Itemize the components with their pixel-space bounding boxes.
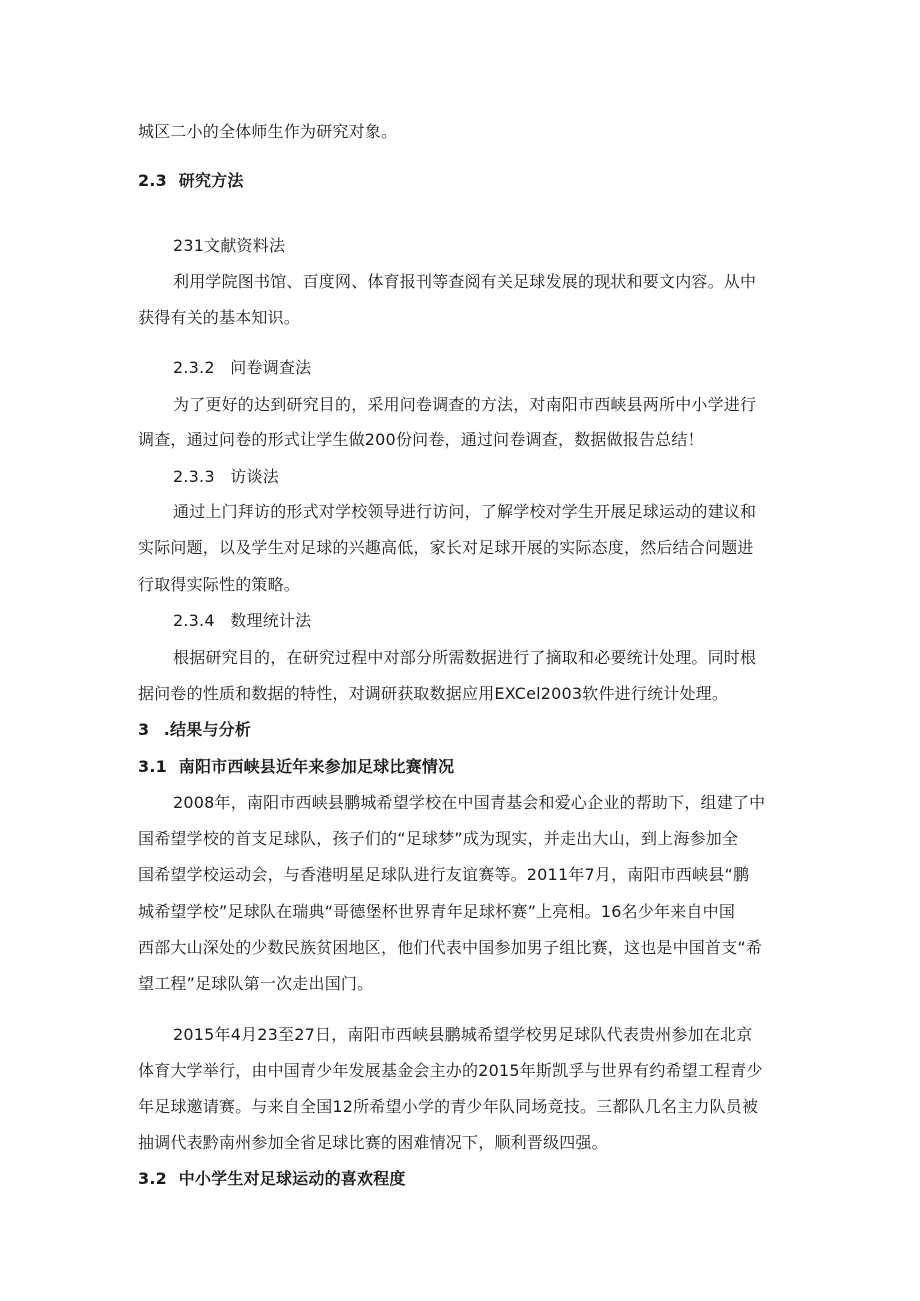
section-title: 访谈法 [230, 467, 279, 486]
section-number: 2.3.3 [173, 467, 215, 486]
paragraph-line: 2015年4月23至27日，南阳市西峡县鹏城希望学校男足球队代表贵州参加在北京 [173, 1025, 753, 1044]
subsection-heading-2-3-4 [173, 610, 311, 632]
paragraph-line: 行取得实际性的策略。 [138, 575, 301, 594]
section-heading-3 [138, 719, 251, 741]
paragraph-line: 望工程”足球队第一次走出国门。 [138, 974, 374, 993]
paragraph-line: 根据研究目的，在研究过程中对部分所需数据进行了摘取和必要统计处理。同时根 [173, 648, 757, 667]
section-title: 研究方法 [178, 171, 244, 190]
section-title: 数理统计法 [230, 611, 312, 630]
paragraph-line: 城区二小的全体师生作为研究对象。 [138, 122, 398, 141]
section-number: 3.2 [138, 1169, 167, 1188]
section-number: 3 [138, 720, 150, 739]
paragraph-line: 为了更好的达到研究目的，采用问卷调查的方法，对南阳市西峡县两所中小学进行 [173, 395, 757, 414]
paragraph-line: 体育大学举行，由中国青少年发展基金会主办的2015年斯凯孚与世界有约希望工程青少 [138, 1061, 763, 1080]
section-title: 南阳市西峡县近年来参加足球比赛情况 [178, 757, 455, 776]
section-title: 问卷调查法 [230, 358, 312, 377]
paragraph-line: 利用学院图书馆、百度网、体育报刊等查阅有关足球发展的现状和要文内容。从中 [173, 272, 757, 291]
paragraph-line: 2008年，南阳市西峡县鹏城希望学校在中国青基会和爱心企业的帮助下，组建了中 [173, 793, 766, 812]
section-number: 2.3 [138, 171, 167, 190]
paragraph-line: 西部大山深处的少数民族贫困地区，他们代表中国参加男子组比赛，这也是中国首支“希 [138, 938, 763, 957]
section-number: 2.3.2 [173, 358, 215, 377]
paragraph-line: 城希望学校”足球队在瑞典“哥德堡杯世界青年足球杯赛”上亮相。16名少年来自中国 [138, 902, 736, 921]
subsection-heading-2-3-3 [173, 466, 279, 488]
section-heading-2-3 [138, 170, 244, 192]
paragraph-line: 实际问题，以及学生对足球的兴趣高低，家长对足球开展的实际态度，然后结合问题进 [138, 538, 754, 557]
paragraph-line: 年足球邀请赛。与来自全国12所希望小学的青少年队同场竞技。三都队几名主力队员被 [138, 1097, 759, 1116]
paragraph-line: 据问卷的性质和数据的特性，对调研获取数据应用EXCel2003软件进行统计处理。 [138, 684, 729, 703]
section-title: 中小学生对足球运动的喜欢程度 [178, 1169, 406, 1188]
section-number: 2.3.4 [173, 611, 215, 630]
section-heading-3-2 [138, 1168, 406, 1190]
section-number: 3.1 [138, 757, 167, 776]
paragraph-line: 通过上门拜访的形式对学校领导进行访问，了解学校对学生开展足球运动的建议和 [173, 502, 757, 521]
subsection-heading-2-3-1: 231文献资料法 [173, 236, 286, 255]
subsection-heading-2-3-2 [173, 357, 311, 379]
section-title: .结果与分析 [163, 720, 252, 739]
paragraph-line: 国希望学校的首支足球队，孩子们的“足球梦”成为现实，并走出大山，到上海参加全 [138, 829, 739, 848]
paragraph-line: 调查，通过问卷的形式让学生做200份问卷，通过问卷调查，数据做报告总结！ [138, 430, 704, 449]
paragraph-line: 获得有关的基本知识。 [138, 308, 301, 327]
paragraph-line: 国希望学校运动会，与香港明星足球队进行友谊赛等。2011年7月，南阳市西峡县“鹏 [138, 865, 750, 884]
paragraph-line: 抽调代表黔南州参加全省足球比赛的困难情况下，顺利晋级四强。 [138, 1133, 608, 1152]
section-heading-3-1 [138, 756, 454, 778]
